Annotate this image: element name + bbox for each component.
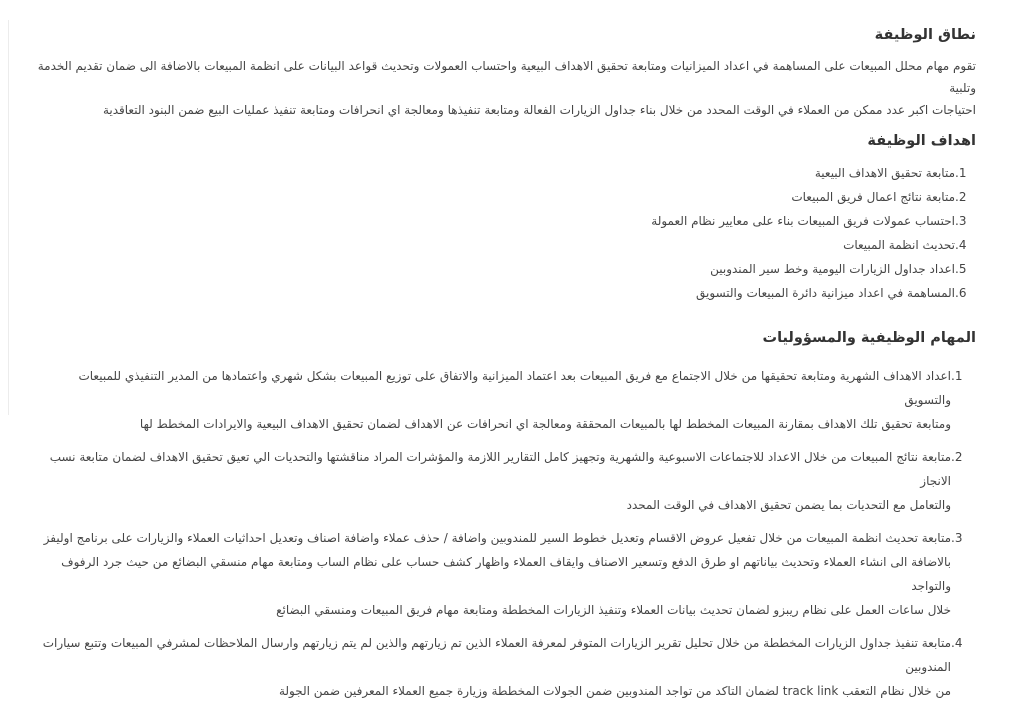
list-item bbox=[36, 233, 971, 257]
list-item-text: المساهمة في اعداد ميزانية دائرة المبيعات والتسويق bbox=[696, 286, 955, 300]
list-number: 2 . bbox=[951, 445, 971, 517]
task-line: خلال ساعات العمل على نظام ريبزو لضمان تحديث بيانات العملاء وتنفيذ الزيارات المخططة ومتابعة مهام فريق المبيعات ومنسقي البضائع bbox=[276, 603, 951, 617]
goals-list bbox=[36, 161, 976, 305]
list-number: 6 . bbox=[955, 281, 971, 305]
goals-heading: اهداف الوظيفة bbox=[867, 133, 976, 149]
list-item bbox=[36, 526, 971, 622]
list-item-text: تحديث انظمة المبيعات bbox=[843, 238, 955, 252]
list-number: 4 . bbox=[955, 233, 971, 257]
scope-line-2: احتياجات اكبر عدد ممكن من العملاء في الوقت المحدد من خلال بناء جداول الزيارات الفعالة ومتابعة تنفيذها ومعالجة اي انحرافات ومتابعة تنفيذ عمليات البيع ضمن البنود التعاقدية bbox=[102, 103, 976, 117]
list-number: 1 . bbox=[955, 161, 971, 185]
task-line: متابعة نتائج المبيعات من خلال الاعداد للاجتماعات الاسبوعية والشهرية وتجهيز كامل التقارير اللازمة والمؤشرات المراد مناقشتها والتحديات الي تعيق تحقيق الاهداف لضمان متابعة نسب الانجاز bbox=[49, 450, 951, 488]
task-text bbox=[36, 526, 951, 622]
list-item bbox=[36, 161, 971, 185]
list-item-text: اعداد جداول الزيارات اليومية وخط سير المندوبين bbox=[710, 262, 955, 276]
list-number: 2 . bbox=[955, 185, 971, 209]
task-line: من خلال نظام التعقب track link لضمان التاكد من تواجد المندوبين ضمن الجولات المخططة وزيارة جميع العملاء المعرفين ضمن الجولة bbox=[278, 684, 951, 698]
task-line: بالاضافة الى انشاء العملاء وتحديث بياناتهم او طرق الدفع وتسعير الاصناف وايقاف العملاء واظهار كشف حساب على نظام الساب ومتابعة مهام منسقي البضائع من حيث جرد الرفوف والتواجد bbox=[61, 555, 951, 593]
task-text bbox=[36, 364, 951, 436]
list-item-text: احتساب عمولات فريق المبيعات بناء على معايير نظام العمولة bbox=[651, 214, 955, 228]
left-divider bbox=[8, 20, 9, 415]
scope-heading: نطاق الوظيفة bbox=[874, 27, 976, 43]
list-number: 1 . bbox=[951, 364, 971, 436]
list-item bbox=[36, 445, 971, 517]
scope-line-1: تقوم مهام محلل المبيعات على المساهمة في اعداد الميزانيات ومتابعة تحقيق الاهداف البيعية واحتساب العمولات وتحديث قواعد البيانات على انظمة المبيعات بالاضافة الى ضمان تقديم الخدمة وتلبية bbox=[37, 59, 976, 95]
list-number: 4 . bbox=[951, 631, 971, 703]
list-item bbox=[36, 257, 971, 281]
list-item bbox=[36, 185, 971, 209]
task-text bbox=[36, 445, 951, 517]
scope-paragraph bbox=[36, 55, 976, 121]
task-line: اعداد الاهداف الشهرية ومتابعة تحقيقها من خلال الاجتماع مع فريق المبيعات بعد اعتماد الميزانية والاتفاق على توزيع المبيعات بشكل شهري واعتمادها من المدير التنفيذي للمبيعات والتسويق bbox=[78, 369, 951, 407]
task-text bbox=[36, 631, 951, 703]
tasks-list bbox=[36, 364, 976, 703]
task-line: ومتابعة تحقيق تلك الاهداف بمقارنة المبيعات المخطط لها بالمبيعات المحققة ومعالجة اي انحرافات عن الاهداف لضمان تحقيق الاهداف البيعية والايرادات المخطط لها bbox=[139, 417, 951, 431]
task-line: والتعامل مع التحديات بما يضمن تحقيق الاهداف في الوقت المحدد bbox=[626, 498, 951, 512]
list-item bbox=[36, 364, 971, 436]
list-item bbox=[36, 209, 971, 233]
list-item-text: متابعة تحقيق الاهداف البيعية bbox=[814, 166, 955, 180]
task-line: متابعة تنفيذ جداول الزيارات المخططة من خلال تحليل تقرير الزيارات المتوفر لمعرفة العملاء الذين تم زيارتهم والذين لم يتم زيارتهم وارسال الملاحظات لمشرفي المبيعات وتتبع سيارات المندوبين bbox=[42, 636, 951, 674]
list-number: 5 . bbox=[955, 257, 971, 281]
list-item-text: متابعة نتائج اعمال فريق المبيعات bbox=[791, 190, 955, 204]
list-number: 3 . bbox=[951, 526, 971, 622]
list-item bbox=[36, 631, 971, 703]
job-description bbox=[36, 18, 976, 712]
list-number: 3 . bbox=[955, 209, 971, 233]
task-line: متابعة تحديث انظمة المبيعات من خلال تفعيل عروض الاقسام وتعديل خطوط السير للمندوبين واضافة / حذف عملاء واضافة اصناف وتعديل احداثيات العملاء والزيارات على برنامج اوليفز bbox=[43, 531, 951, 545]
list-item bbox=[36, 281, 971, 305]
tasks-heading: المهام الوظيفية والمسؤوليات bbox=[762, 330, 976, 346]
